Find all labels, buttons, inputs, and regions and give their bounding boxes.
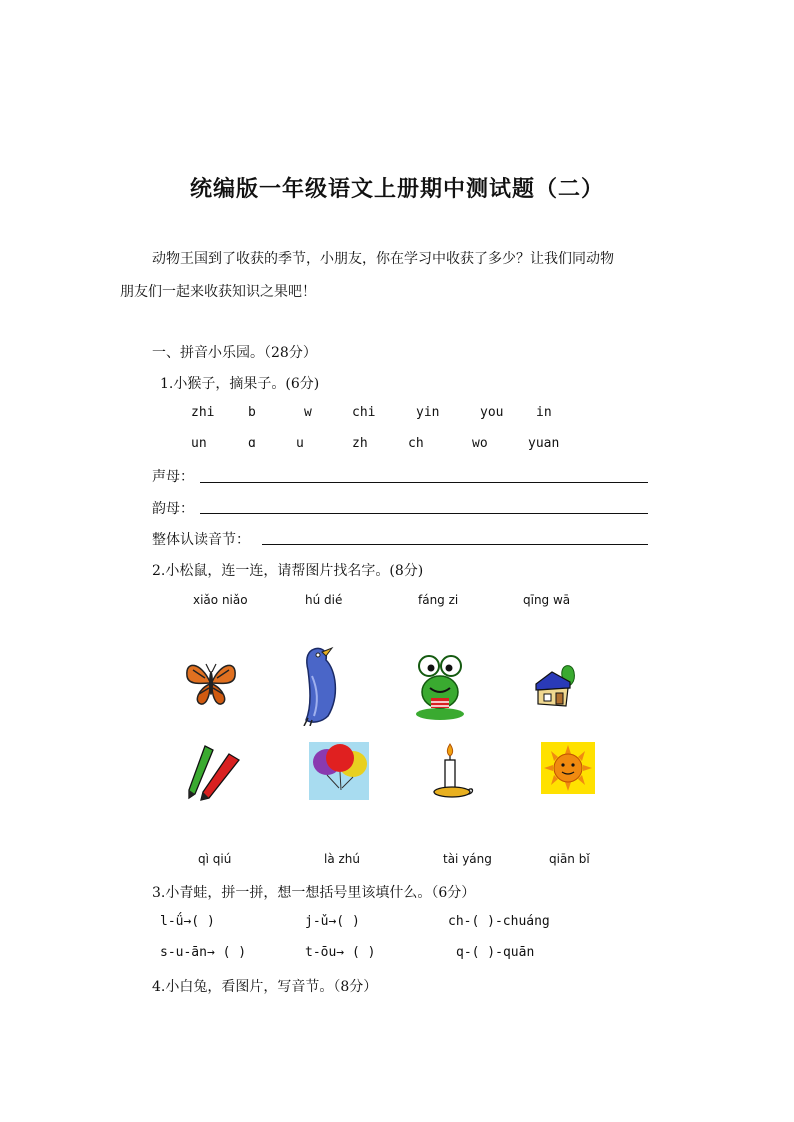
spelling-item[interactable]: s-u-ān→ ( ): [160, 945, 247, 960]
pinyin-item: zhi: [191, 405, 215, 420]
pinyin-caption: fáng zi: [418, 593, 459, 607]
spelling-item[interactable]: t-ōu→ ( ): [305, 945, 376, 960]
intro-line-1: 动物王国到了收获的季节，小朋友，你在学习中收获了多少？让我们同动物: [152, 251, 614, 267]
bird-icon[interactable]: [298, 646, 342, 726]
zhengti-label: 整体认读音节：: [152, 532, 250, 548]
q2-title: 2.小松鼠，连一连，请帮图片找名字。(8分): [152, 563, 424, 579]
pinyin-item: chi: [352, 405, 376, 420]
pinyin-item: wo: [472, 436, 488, 451]
pinyin-caption: xiǎo niǎo: [193, 593, 248, 607]
pencils-icon[interactable]: [185, 742, 243, 802]
spelling-item[interactable]: q-( )-quān: [456, 945, 535, 960]
q1-title: 1.小猴子，摘果子。(6分): [160, 376, 320, 392]
pinyin-item: ɑ: [248, 436, 256, 451]
pinyin-caption: qì qiú: [198, 852, 232, 866]
pinyin-item: you: [480, 405, 504, 420]
pinyin-item: un: [191, 436, 207, 451]
house-icon[interactable]: [530, 662, 576, 710]
spelling-item[interactable]: l-ǘ→( ): [160, 914, 215, 929]
pinyin-item: yin: [416, 405, 440, 420]
pinyin-caption: tài yáng: [443, 852, 492, 866]
spelling-item[interactable]: j-ǔ→( ): [305, 914, 360, 929]
shengmu-answer-line[interactable]: [200, 482, 648, 483]
q4-title: 4.小白兔，看图片，写音节。（8分）: [152, 979, 378, 995]
pinyin-item: zh: [352, 436, 368, 451]
balloons-icon[interactable]: [309, 742, 369, 800]
pinyin-item: yuan: [528, 436, 560, 451]
pinyin-caption: qiān bǐ: [549, 852, 590, 866]
frog-icon[interactable]: [413, 652, 467, 722]
sun-icon[interactable]: [541, 742, 595, 794]
yunmu-answer-line[interactable]: [200, 513, 648, 514]
section-1-heading: 一、拼音小乐园。（28分）: [152, 345, 317, 361]
q3-title: 3.小青蛙，拼一拼，想一想括号里该填什么。（6分）: [152, 885, 476, 901]
pinyin-caption: là zhú: [324, 852, 361, 866]
pinyin-caption: hú dié: [305, 593, 343, 607]
pinyin-item: w: [304, 405, 312, 420]
zhengti-answer-line[interactable]: [262, 544, 648, 545]
yunmu-label: 韵母：: [152, 501, 194, 517]
pinyin-item: u: [296, 436, 304, 451]
pinyin-item: b: [248, 405, 256, 420]
intro-line-2: 朋友们一起来收获知识之果吧！: [120, 284, 316, 300]
pinyin-item: ch: [408, 436, 424, 451]
pinyin-caption: qīng wā: [523, 593, 571, 607]
pinyin-item: in: [536, 405, 552, 420]
spelling-item[interactable]: ch-( )-chuáng: [448, 914, 550, 929]
candle-icon[interactable]: [430, 742, 476, 802]
butterfly-icon[interactable]: [183, 654, 239, 710]
page-title: 统编版一年级语文上册期中测试题（二）: [189, 176, 604, 202]
shengmu-label: 声母：: [152, 469, 194, 485]
